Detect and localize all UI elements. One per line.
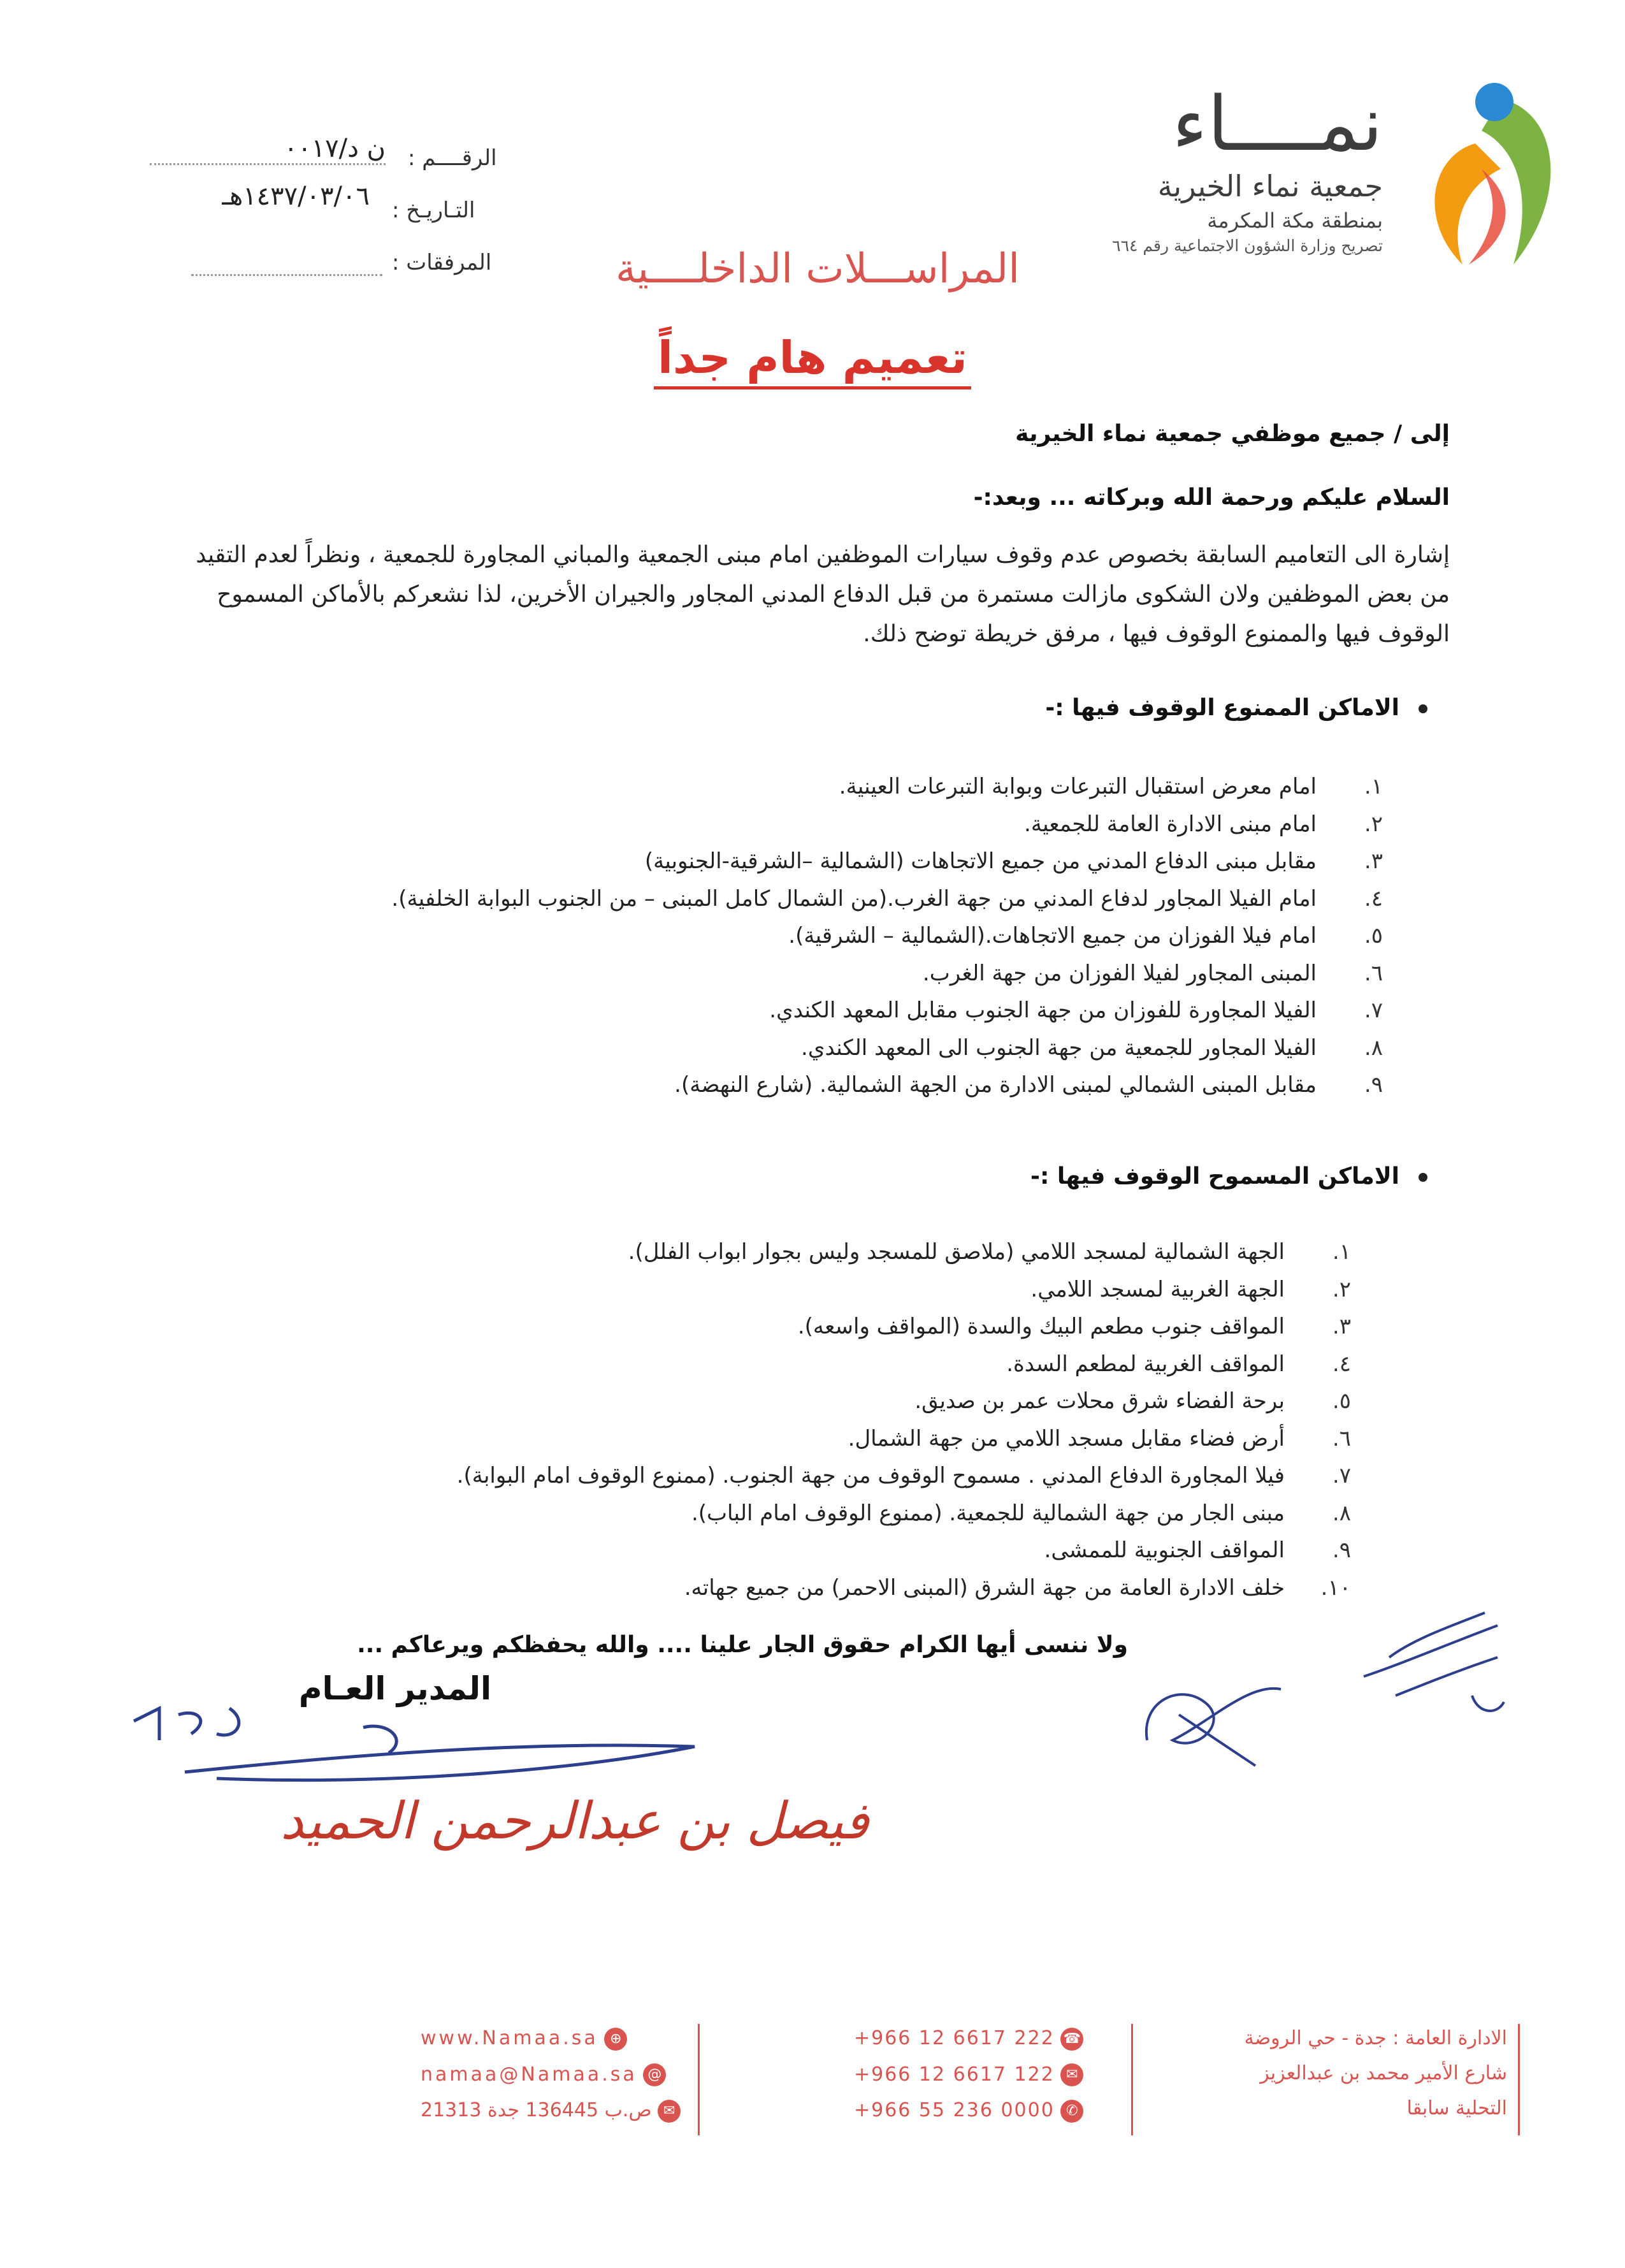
list-item [457,1569,1351,1607]
list-item-text: برحة الفضاء شرق محلات عمر بن صديق. [914,1388,1285,1414]
list-item-number: ٣. [1332,1314,1351,1339]
intro-paragraph: إشارة الى التعاميم السابقة بخصوص عدم وقوف سيارات الموظفين امام مبنى الجمعية والمباني المجاورة للجمعية ، ونظراً لعدم التقيد من بعض الموظفين ولان الشكوى مازالت مستمرة من قبل الدفاع المدني المجاور والجيران الأخرين، لذا نشعركم بالأماكن المسموح الوقوف فيها والممنوع الوقوف فيها ، مرفق خريطة توضح ذلك. [196,542,1450,647]
list-item-text: المواقف الجنوبية للممشى. [1044,1537,1285,1563]
list-item [391,880,1383,918]
logo-region: بمنطقة مكة المكرمة [1207,208,1383,233]
footer-address [1245,2027,1507,2119]
list-item [457,1383,1351,1420]
list-item [457,1308,1351,1346]
list-item-text: المبنى المجاور لفيلا الفوزان من جهة الغرب. [922,960,1317,986]
date-label: التـاريـخ : [392,198,475,223]
footer-web [421,2027,681,2123]
list-item-number: ٢. [1364,811,1383,837]
list-item-number: ٣. [1364,848,1383,874]
list-item-number: ٨. [1332,1500,1351,1526]
footer-phones [854,2027,1083,2123]
attachments-value [191,268,382,276]
list-item-text: خلف الادارة العامة من جهة الشرق (المبنى الاحمر) من جميع جهاته. [684,1574,1285,1601]
list-item-text: المواقف الغربية لمطعم السدة. [1006,1351,1285,1377]
list-item [391,992,1383,1029]
list-item [391,917,1383,955]
circular-title-text: تعميم هام جداً [654,331,971,389]
phone-icon: ☎ [1060,2028,1083,2051]
bullet-icon [1419,704,1427,713]
globe-icon: ⊕ [604,2028,627,2051]
logo-name: نمــــاء [1172,80,1383,168]
list-item-text: مقابل مبنى الدفاع المدني من جميع الاتجاهات (الشمالية –الشرقية-الجنوبية) [644,848,1317,874]
forbidden-list [391,768,1383,1104]
list-item-number: ٥. [1332,1388,1351,1414]
footer [0,2008,1625,2167]
mailbox-icon: ✉ [658,2100,681,2123]
logo-org-name: جمعية نماء الخيرية [1157,169,1383,203]
footer-divider [1518,2024,1520,2135]
mobile-number[interactable]: +966 55 236 0000 [854,2099,1055,2121]
mobile-icon: ✆ [1060,2100,1083,2123]
list-item-text: امام الفيلا المجاور لدفاع المدني من جهة الغرب.(من الشمال كامل المبنى – من الجنوب البوابة الخلفية). [391,885,1317,912]
fax-number[interactable]: +966 12 6617 122 [854,2063,1055,2086]
list-item-number: ٦. [1332,1425,1351,1451]
allowed-list [457,1233,1351,1606]
list-item-text: فيلا المجاورة الدفاع المدني . مسموح الوقوف من جهة الجنوب. (ممنوع الوقوف امام البوابة). [456,1463,1285,1488]
number-label: الرقــــم : [408,145,497,171]
list-item [391,1029,1383,1067]
secondary-signature-icon [1122,1645,1300,1778]
greeting-line: السلام عليكم ورحمة الله وبركاته ... وبعد:- [973,484,1450,511]
list-item-number: ٨. [1364,1035,1383,1061]
attachments-label: المرفقات : [392,250,492,275]
list-item [391,768,1383,806]
director-name: فيصل بن عبدالرحمن الحميد [280,1791,869,1850]
list-item-number: ٢. [1332,1276,1351,1302]
list-item-text: الفيلا المجاور للجمعية من جهة الجنوب الى المعهد الكندي. [801,1035,1317,1061]
initials-signature-icon [1351,1587,1517,1734]
list-item-number: ٤. [1332,1351,1351,1377]
footer-address-line: الادارة العامة : جدة - حي الروضة [1244,2027,1507,2049]
list-item-text: امام معرض استقبال التبرعات وبوابة التبرعات العينية. [839,774,1317,799]
email-link[interactable]: namaa@Namaa.sa [421,2063,637,2086]
list-item [457,1346,1351,1383]
list-item-number: ٤. [1364,885,1383,912]
allowed-heading-text: الاماكن المسموح الوقوف فيها :- [1030,1163,1399,1189]
po-box: ص.ب 136445 جدة 21313 [421,2099,652,2121]
footer-address-line: شارع الأمير محمد بن عبدالعزيز [1260,2062,1507,2084]
list-item [391,843,1383,880]
list-item-number: ٧. [1332,1463,1351,1488]
recipient-line: إلى / جميع موظفي جمعية نماء الخيرية [1015,421,1450,447]
list-item-number: ٥. [1364,923,1383,949]
list-item-text: المواقف جنوب مطعم البيك والسدة (المواقف واسعه). [797,1314,1285,1339]
list-item-text: مبنى الجار من جهة الشمالية للجمعية. (ممنوع الوقوف امام الباب). [691,1500,1285,1526]
list-item-text: الفيلا المجاورة للفوزان من جهة الجنوب مقابل المعهد الكندي. [769,998,1317,1023]
website-link[interactable]: www.Namaa.sa [421,2027,598,2049]
footer-divider [1131,2024,1133,2135]
list-item-text: الجهة الغربية لمسجد اللامي. [1030,1276,1285,1302]
list-item-number: ١. [1364,774,1383,799]
phone-number[interactable]: +966 12 6617 222 [854,2027,1055,2049]
list-item-number: ٧. [1364,998,1383,1023]
list-item [391,1066,1383,1104]
list-item-number: ٩. [1364,1072,1383,1098]
footer-address-line: التحلية سابقا [1406,2097,1507,2119]
list-item-text: امام مبنى الادارة العامة للجمعية. [1024,811,1317,837]
fax-icon: ✉ [1060,2063,1083,2086]
circular-title [0,331,1625,384]
date-value: ١٤٣٧/٠٣/٠٦هـ [222,182,370,211]
list-item [457,1271,1351,1309]
list-item-text: امام فيلا الفوزان من جميع الاتجاهات.(الشمالية – الشرقية). [788,923,1317,949]
allowed-heading [1030,1163,1427,1189]
list-item [457,1233,1351,1271]
namaa-logo-icon [1405,73,1564,277]
list-item [457,1420,1351,1458]
list-item [391,955,1383,992]
document-type: المراســـلات الداخلــــية [615,245,1020,293]
list-item [457,1532,1351,1569]
list-item [457,1495,1351,1532]
list-item-number: ٦. [1364,960,1383,986]
organization-logo [1010,73,1564,277]
list-item [457,1457,1351,1495]
footer-divider [698,2024,700,2135]
bullet-icon [1419,1173,1427,1182]
director-title: المدير العـام [298,1670,492,1707]
email-icon: @ [643,2063,666,2086]
list-item-number: ٩. [1332,1537,1351,1563]
list-item-text: أرض فضاء مقابل مسجد اللامي من جهة الشمال. [848,1425,1285,1451]
list-item [391,806,1383,843]
number-value: ن د/٠٠١٧ [150,134,386,165]
forbidden-heading [1045,695,1427,721]
list-item-number: ١٠. [1320,1574,1351,1601]
forbidden-heading-text: الاماكن الممنوع الوقوف فيها :- [1045,695,1399,721]
list-item-text: مقابل المبنى الشمالي لمبنى الادارة من الجهة الشمالية. (شارع النهضة). [674,1072,1317,1098]
logo-license: تصريح وزارة الشؤون الاجتماعية رقم ٦٦٤ [1112,236,1383,255]
list-item-number: ١. [1332,1239,1351,1265]
closing-line: ولا ننسى أيها الكرام حقوق الجار علينا .... والله يحفظكم ويرعاكم ... [357,1632,1128,1658]
list-item-text: الجهة الشمالية لمسجد اللامي (ملاصق للمسجد وليس بجوار ابواب الفلل). [628,1239,1285,1265]
